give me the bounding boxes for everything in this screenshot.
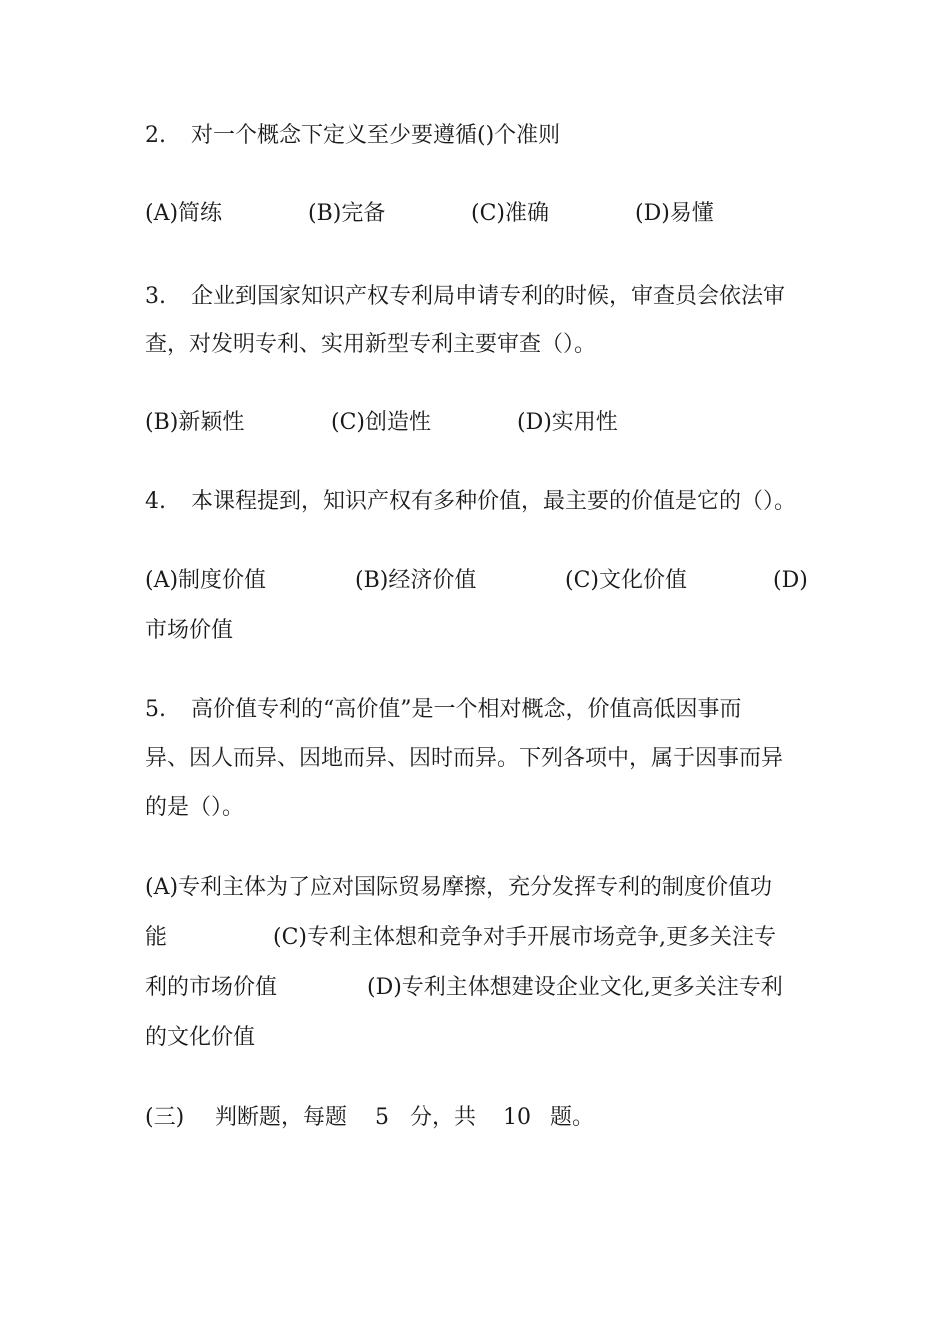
option-c: (C)专利主体想和竞争对手开展市场竞争,更多关注专 — [273, 925, 776, 950]
question-text: 对一个概念下定义至少要遵循()个准则 — [191, 123, 561, 148]
question-3-line-2: 查，对发明专利、实用新型专利主要审查（）。 — [145, 332, 597, 357]
option-a: (A)制度价值 — [145, 568, 267, 593]
question-number: 2. — [145, 123, 166, 148]
question-5-options-line-4: 的文化价值 — [145, 1025, 256, 1050]
option-c: (C)准确 — [471, 201, 549, 226]
section-count: 10 — [503, 1105, 531, 1130]
question-2 — [145, 121, 560, 151]
option-c: (C)创造性 — [331, 410, 431, 435]
question-5-options-line-3 — [145, 973, 805, 1003]
question-5-options-line-1: (A)专利主体为了应对国际贸易摩擦，充分发挥专利的制度价值功 — [145, 875, 773, 900]
section-end-text: 题。 — [550, 1105, 595, 1130]
question-text: 高价值专利的“高价值”是一个相对概念，价值高低因事而 — [191, 697, 742, 722]
question-3-options — [145, 408, 805, 438]
option-d: (D)实用性 — [517, 410, 618, 435]
question-text: 企业到国家知识产权专利局申请专利的时候，审查员会依法审 — [191, 284, 786, 309]
option-c: (C)文化价值 — [565, 568, 687, 593]
option-b: (B)完备 — [308, 201, 386, 226]
question-5-line-2: 异、因人而异、因地而异、因时而异。下列各项中，属于因事而异 — [145, 746, 784, 771]
option-b: (B)经济价值 — [355, 568, 477, 593]
option-b: (B)新颖性 — [145, 410, 245, 435]
section-label: (三) — [145, 1105, 185, 1130]
question-text: 本课程提到，知识产权有多种价值，最主要的价值是它的（）。 — [191, 489, 797, 514]
option-d: (D) — [773, 568, 808, 593]
question-number: 5. — [145, 697, 166, 722]
option-a: (A)简练 — [145, 201, 223, 226]
option-d: (D)易懂 — [635, 201, 714, 226]
question-2-options — [145, 199, 805, 229]
option-a-continuation: 能 — [145, 925, 168, 950]
option-c-continuation: 利的市场价值 — [145, 975, 278, 1000]
question-number: 3. — [145, 284, 166, 309]
question-number: 4. — [145, 489, 166, 514]
question-3-line-1 — [145, 282, 785, 312]
question-4 — [145, 487, 796, 517]
question-5-line-3: 的是（）。 — [145, 795, 245, 820]
option-d-continuation: 市场价值 — [145, 618, 234, 643]
section-text: 判断题，每题 — [215, 1105, 348, 1130]
option-d: (D)专利主体想建设企业文化,更多关注专利 — [367, 975, 783, 1000]
question-4-options — [145, 566, 808, 596]
question-5-line-1 — [145, 695, 742, 725]
section-score: 5 — [375, 1105, 389, 1130]
section-mid-text: 分，共 — [410, 1105, 477, 1130]
question-5-options-line-2 — [145, 923, 805, 953]
